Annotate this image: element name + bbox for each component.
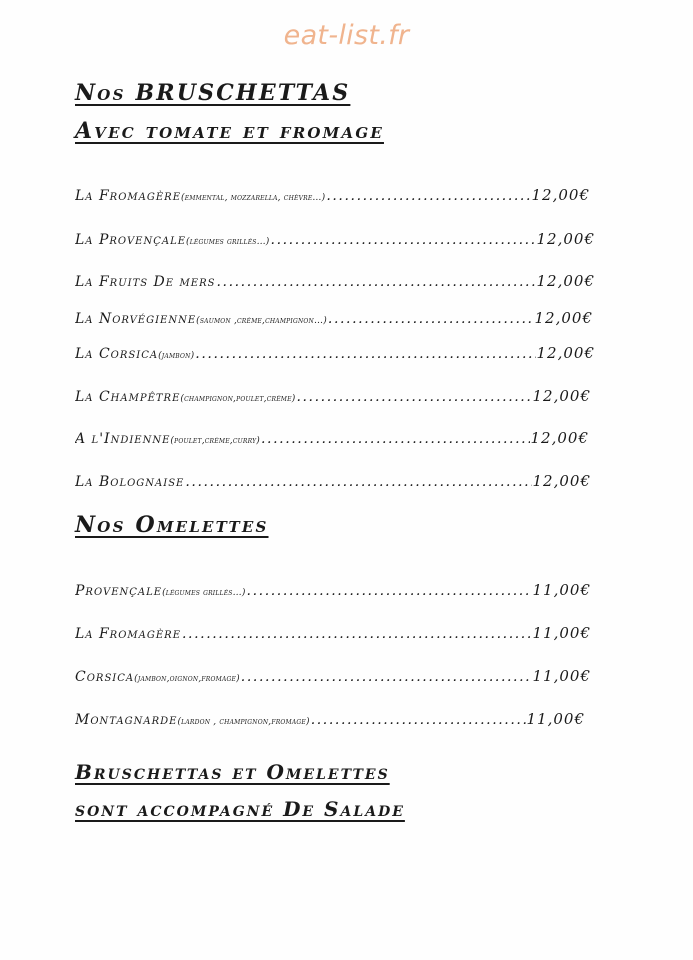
menu-item [75, 624, 591, 642]
item-description: (jambon) [158, 351, 195, 361]
leader-dots [326, 188, 530, 204]
leader-dots [296, 389, 531, 405]
leader-dots [311, 712, 526, 728]
item-description: (saumon ,crème,champignon…) [196, 316, 327, 326]
menu-item [75, 186, 590, 204]
item-name: La Champêtre [75, 389, 181, 405]
bruschettas-title: Nos BRUSCHETTAS [75, 80, 351, 106]
item-price: 12,00€ [536, 230, 595, 248]
leader-dots [247, 583, 532, 599]
item-price: 12,00€ [536, 344, 595, 362]
item-price: 12,00€ [531, 186, 590, 204]
leader-dots [271, 232, 536, 248]
menu-item [75, 472, 591, 490]
leader-dots [195, 346, 535, 362]
menu-item [75, 581, 591, 599]
item-description: (emmental, mozzarella, chèvre…) [181, 193, 326, 203]
menu-item [75, 710, 585, 728]
item-description: (légumes grillés…) [186, 237, 270, 247]
item-price: 12,00€ [534, 309, 593, 327]
item-description: (jambon,oignon,fromage) [134, 674, 240, 684]
menu-item [75, 667, 591, 685]
menu-item [75, 230, 595, 248]
footer-note-line2: sont accompagné De Salade [75, 797, 405, 821]
footer-note-line1: Bruschettas et Omelettes [75, 760, 390, 784]
item-price: 11,00€ [532, 624, 591, 642]
item-price: 11,00€ [532, 667, 591, 685]
item-price: 12,00€ [530, 429, 589, 447]
menu-item [75, 272, 595, 290]
bruschettas-subtitle: Avec tomate et fromage [75, 118, 384, 144]
item-price: 11,00€ [526, 710, 585, 728]
item-name: Corsica [75, 669, 135, 685]
item-name: La Corsica [75, 346, 159, 362]
menu-item [75, 344, 595, 362]
item-name: La Fromagère [75, 188, 181, 204]
leader-dots [241, 669, 532, 685]
item-name: La Bolognaise [75, 474, 185, 490]
menu-item [75, 429, 589, 447]
item-name: La Fruits De mers [75, 274, 216, 290]
item-price: 11,00€ [532, 581, 591, 599]
omelettes-title: Nos Omelettes [75, 512, 269, 538]
leader-dots [261, 431, 530, 447]
leader-dots [216, 274, 535, 290]
menu-item [75, 309, 593, 327]
leader-dots [182, 626, 532, 642]
leader-dots [328, 311, 534, 327]
watermark: eat-list.fr [283, 20, 410, 51]
item-name: La Norvégienne [75, 311, 197, 327]
menu-item [75, 387, 591, 405]
item-name: A l'Indienne [75, 431, 171, 447]
item-description: (champignon,poulet,crème) [180, 394, 296, 404]
item-description: (poulet,crème,curry) [170, 436, 260, 446]
item-name: Provençale [75, 583, 163, 599]
item-price: 12,00€ [532, 387, 591, 405]
item-description: (lardon , champignon,fromage) [177, 717, 310, 727]
item-name: Montagnarde [75, 712, 178, 728]
item-price: 12,00€ [532, 472, 591, 490]
leader-dots [185, 474, 531, 490]
item-price: 12,00€ [536, 272, 595, 290]
item-name: La Provençale [75, 232, 187, 248]
item-description: (légumes grillés…) [162, 588, 246, 598]
item-name: La Fromagère [75, 626, 181, 642]
